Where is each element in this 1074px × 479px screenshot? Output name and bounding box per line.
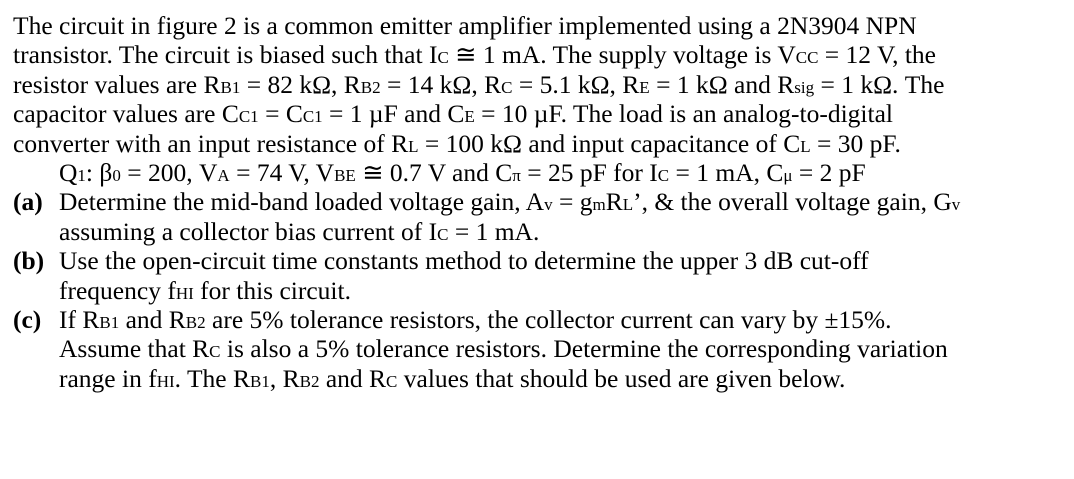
part-c-line-3 — [59, 364, 948, 393]
part-a-line-1 — [59, 187, 960, 216]
text: = 1 kΩ. The — [814, 69, 945, 99]
text: = 5.1 kΩ, R — [512, 69, 640, 99]
text: : β — [85, 157, 113, 187]
text: and R — [119, 305, 186, 334]
subscript: B1 — [250, 371, 270, 391]
text: = 30 pF. — [810, 128, 901, 158]
text: assuming a collector bias current of I — [59, 216, 438, 246]
subscript: C — [209, 342, 221, 362]
text: Q — [59, 157, 78, 187]
text: ≅ 1 mA. The supply voltage is V — [448, 40, 796, 70]
part-a-line-2 — [59, 217, 960, 246]
subscript: HI — [175, 283, 194, 303]
text: = 74 V, V — [229, 157, 335, 187]
subscript: 1 — [77, 165, 86, 185]
text: capacitor values are C — [13, 99, 239, 129]
subscript: A — [217, 165, 230, 185]
subscript: v — [951, 195, 961, 215]
subscript: L — [800, 136, 811, 156]
text: Use the open-circuit time constants method to determine the upper 3 dB cut-off — [59, 246, 869, 276]
part-label-a: (a) — [13, 187, 43, 217]
part-b-line-2 — [59, 276, 869, 305]
text: R — [605, 187, 623, 217]
intro-line-2 — [13, 40, 1063, 69]
part-c-body — [59, 305, 948, 393]
text: = 1 kΩ and R — [649, 69, 795, 99]
part-c-line-2 — [59, 334, 948, 363]
text: = 25 pF for I — [520, 157, 658, 187]
subscript: C — [386, 371, 398, 391]
subscript: BE — [334, 165, 356, 185]
subscript: E — [464, 107, 475, 127]
intro-line-1 — [13, 11, 1063, 40]
text: range in f — [59, 363, 157, 393]
subscript: μ — [783, 165, 793, 185]
text: frequency f — [59, 275, 176, 305]
text: Assume that R — [59, 334, 210, 364]
subscript: HI — [156, 371, 175, 391]
subscript: C1 — [302, 107, 323, 127]
part-label-c: (c) — [13, 305, 42, 334]
subscript: B1 — [220, 77, 241, 97]
text: If R — [59, 305, 100, 334]
part-label-b: (b) — [13, 246, 45, 276]
transistor-parameters-line — [13, 158, 1063, 187]
intro-line-4 — [13, 99, 1063, 128]
part-b-body — [59, 246, 869, 305]
text: resistor values are R — [13, 69, 221, 99]
text: Determine the mid-band loaded voltage gain, A — [59, 187, 545, 217]
subscript: m — [592, 195, 606, 215]
intro-line-5 — [13, 129, 1063, 158]
text: = 1 µF and C — [322, 99, 465, 129]
text: values that should be used are given below. — [397, 363, 846, 393]
text: = 82 kΩ, R — [240, 69, 361, 99]
subscript: C — [437, 48, 449, 68]
subscript: 0 — [112, 165, 121, 185]
text: = C — [258, 99, 303, 129]
subscript: sig — [794, 77, 815, 97]
subscript: B2 — [185, 313, 206, 332]
subscript: C — [501, 77, 513, 97]
text: = 14 kΩ, R — [380, 69, 502, 99]
subscript: B1 — [99, 313, 120, 332]
subscript: CC — [795, 48, 819, 68]
text: for this circuit. — [193, 275, 351, 305]
subscript: E — [639, 77, 650, 97]
text: = 12 V, the — [818, 40, 936, 70]
text: The circuit in figure 2 is a common emitter amplifier implemented using a 2N3904 NPN — [13, 11, 917, 40]
subscript: v — [544, 195, 553, 215]
text: = 2 pF — [792, 157, 866, 187]
text: transistor. The circuit is biased such that I — [13, 40, 438, 70]
part-a-body — [59, 187, 960, 246]
text: converter with an input resistance of R — [13, 128, 409, 158]
text: and R — [319, 363, 387, 393]
text: = 100 kΩ and input capacitance of C — [418, 128, 801, 158]
part-c-line-1 — [59, 305, 948, 334]
subscript: B2 — [299, 371, 320, 391]
subscript: B2 — [360, 77, 381, 97]
part-b-line-1 — [59, 246, 869, 275]
text: is also a 5% tolerance resistors. Determine the corresponding variation — [220, 334, 948, 364]
subscript: C — [657, 165, 670, 185]
subscript: L — [408, 136, 419, 156]
text: ≅ 0.7 V and C — [355, 157, 513, 187]
text: ’, & the overall voltage gain, G — [633, 187, 952, 217]
subscript: C — [437, 224, 449, 244]
text: , R — [269, 363, 300, 393]
text: are 5% tolerance resistors, the collector current can vary by ±15%. — [205, 305, 892, 334]
subscript: L — [622, 195, 634, 215]
text: = 200, V — [120, 157, 218, 187]
text: = g — [552, 187, 593, 217]
text: = 1 mA. — [448, 216, 540, 246]
subscript: π — [512, 165, 521, 185]
text: . The R — [174, 363, 250, 393]
problem-intro — [13, 11, 1063, 187]
subscript: C1 — [238, 107, 259, 127]
text: = 1 mA, C — [669, 157, 784, 187]
text: = 10 µF. The load is an analog-to-digital — [474, 99, 893, 129]
intro-line-3 — [13, 70, 1063, 99]
